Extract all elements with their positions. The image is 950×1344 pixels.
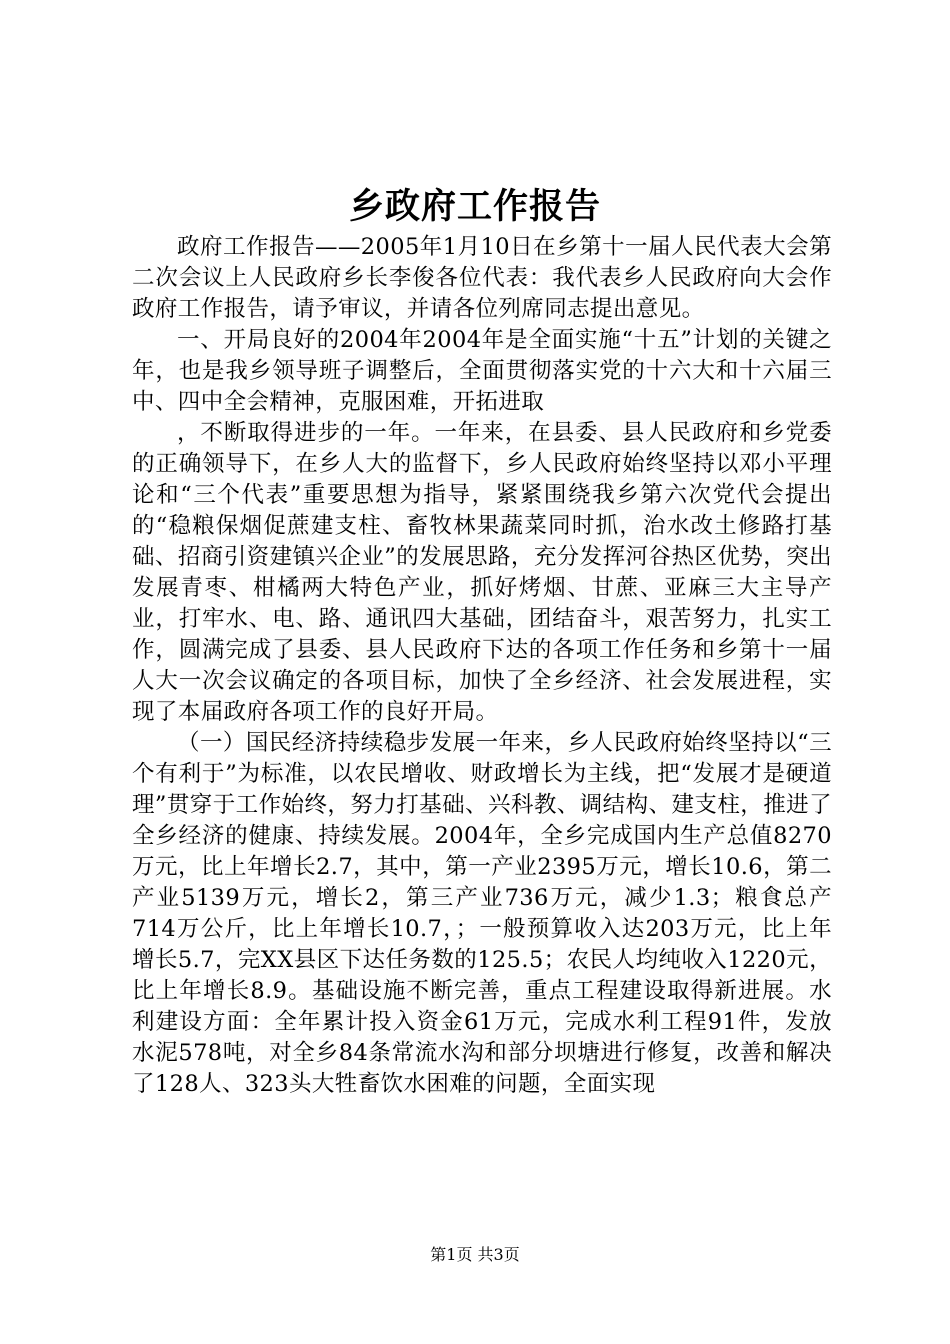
document-title: 乡政府工作报告 [348,186,601,227]
paragraph-section-one: 一、开局良好的2004年2004年是全面实施“十五”计划的关键之年，也是我乡领导班子调整后，全面贯彻落实党的十六大和十六届三中、四中全会精神，克服困难，开拓进取 [132,327,832,415]
paragraph-economy: （一）国民经济持续稳步发展一年来，乡人民政府始终坚持以“三个有利于”为标准，以农民增收、财政增长为主线，把“发展才是硬道理”贯穿于工作始终，努力打基础、兴科教、调结构、建支柱，推进了全乡经济的健康、持续发展。2004年，全乡完成国内生产总值8270万元，比上年增长2.7，其中，第一产业2395万元，增长10.6，第二产业5139万元，增长2，第三产业736万元，减少1.3；粮食总产714万公斤，比上年增长10.7，；一般预算收入达203万元，比上年增长5.7，完XX县区下达任务数的125.5；农民人均纯收入1220元，比上年增长8.9。基础设施不断完善，重点工程建设取得新进展。水利建设方面：全年累计投入资金61万元，完成水利工程91件，发放水泥578吨，对全乡84条常流水沟和部分坝塘进行修复，改善和解决了128人、323头大牲畜饮水困难的问题，全面实现 [132,730,832,1097]
paragraph-progress: ，不断取得进步的一年。一年来，在县委、县人民政府和乡党委的正确领导下，在乡人大的监督下，乡人民政府始终坚持以邓小平理论和“三个代表”重要思想为指导，紧紧围绕我乡第六次党代会提出的“稳粮保烟促蔗建支柱、畜牧林果蔬菜同时抓，治水改土修路打基础、招商引资建镇兴企业”的发展思路，充分发挥河谷热区优势，突出发展青枣、柑橘两大特色产业，抓好烤烟、甘蔗、亚麻三大主导产业，打牢水、电、路、通讯四大基础，团结奋斗，艰苦努力，扎实工作，圆满完成了县委、县人民政府下达的各项工作任务和乡第十一届人大一次会议确定的各项目标，加快了全乡经济、社会发展进程，实现了本届政府各项工作的良好开局。 [132,420,832,725]
page-number-footer: 第1页 共3页 [430,1245,520,1264]
paragraph-intro: 政府工作报告——2005年1月10日在乡第十一届人民代表大会第二次会议上人民政府乡长李俊各位代表：我代表乡人民政府向大会作政府工作报告，请予审议，并请各位列席同志提出意见。 [132,234,832,322]
document-body [132,232,832,1100]
